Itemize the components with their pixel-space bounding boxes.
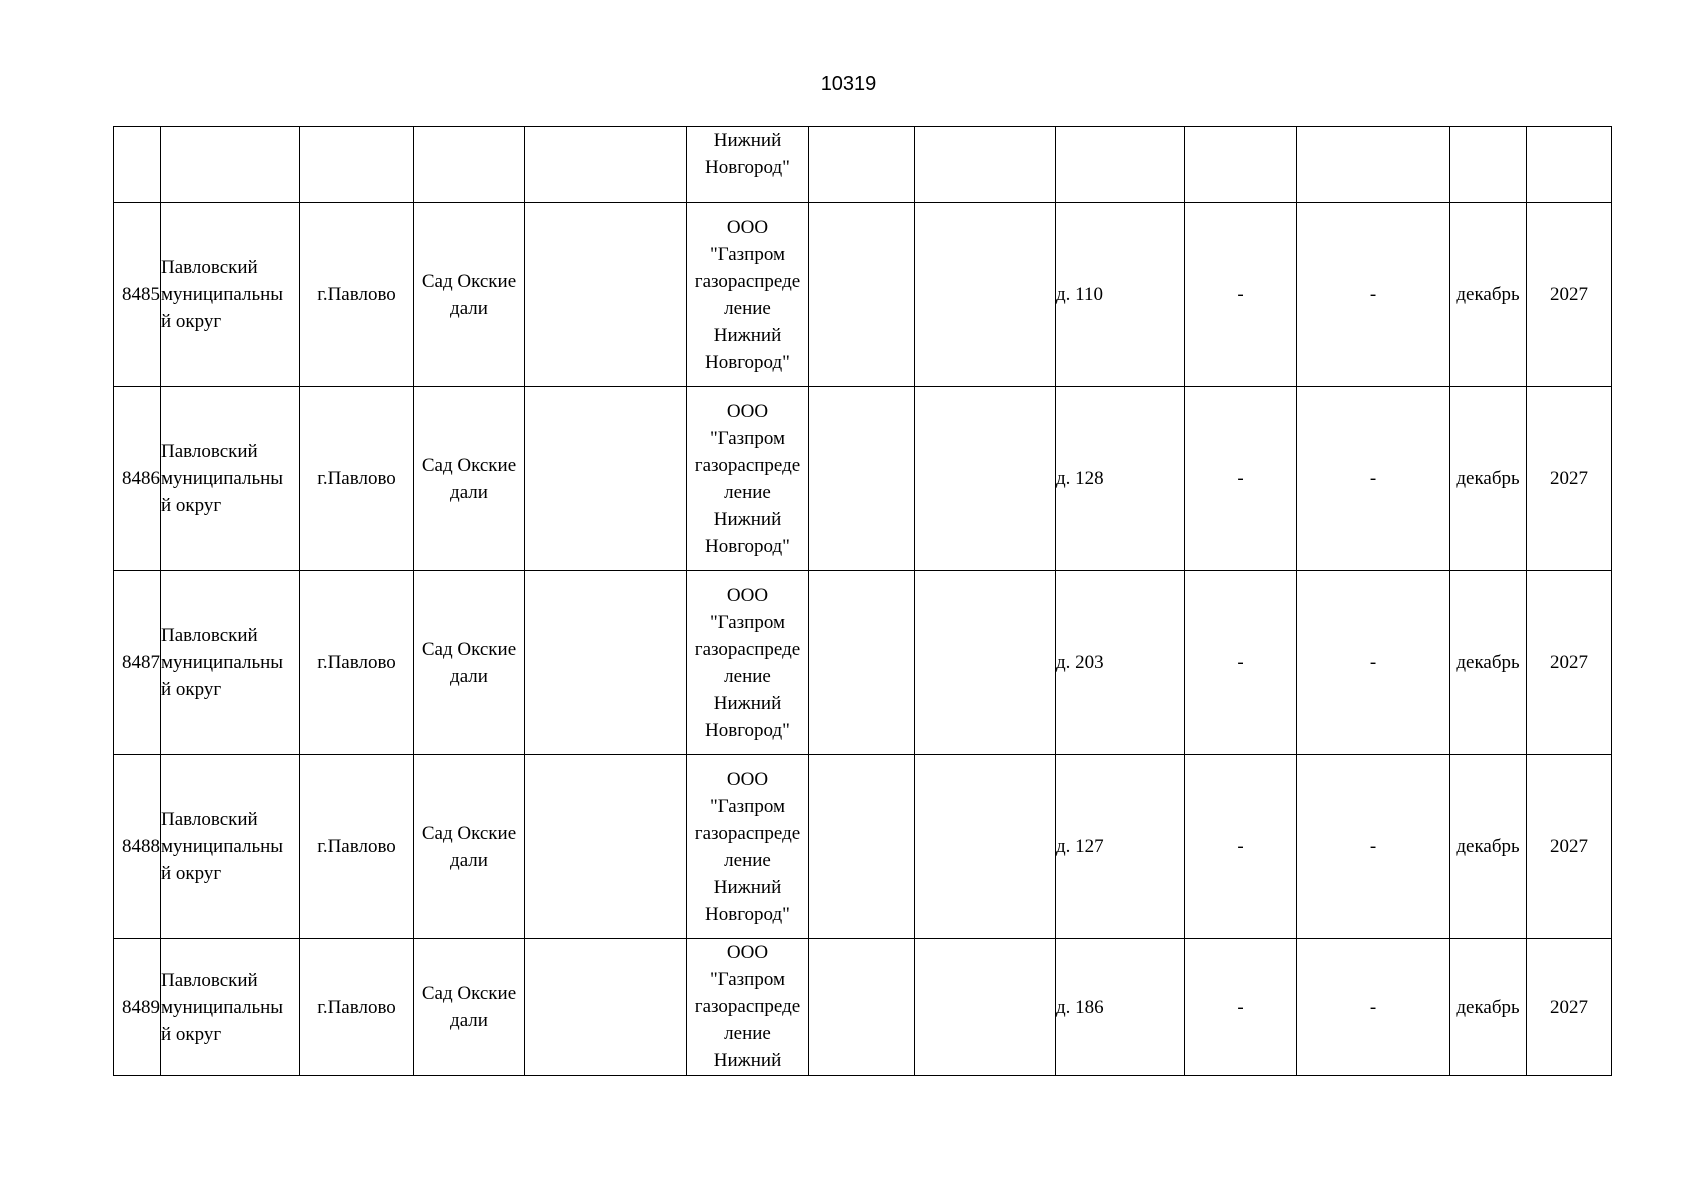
cell-col9: -	[1185, 939, 1297, 1076]
org-line: Новгород"	[705, 157, 790, 178]
cell-house	[1056, 127, 1185, 203]
cell-col7	[809, 387, 915, 571]
cell-col8	[915, 939, 1056, 1076]
cell-col5	[525, 571, 687, 755]
cell-district	[161, 203, 300, 387]
cell-district	[161, 571, 300, 755]
org-line: газораспреде	[694, 996, 801, 1017]
district-line: Павловский	[161, 257, 258, 278]
cell-settlement	[414, 127, 525, 203]
cell-house: д. 110	[1056, 203, 1185, 387]
cell-district	[161, 387, 300, 571]
org-line: газораспреде	[694, 454, 801, 476]
cell-city: г.Павлово	[300, 939, 414, 1076]
district-line: Павловский	[161, 625, 258, 646]
cell-city: г.Павлово	[300, 571, 414, 755]
org-line: ление	[724, 481, 771, 503]
cell-house: д. 127	[1056, 755, 1185, 939]
cell-col7	[809, 127, 915, 203]
district-line: й округ	[161, 863, 222, 884]
cell-col9: -	[1185, 571, 1297, 755]
cell-col7	[809, 939, 915, 1076]
org-line: Новгород"	[705, 351, 790, 373]
district-line: Павловский	[161, 969, 258, 991]
cell-col8	[915, 387, 1056, 571]
org-line: Новгород"	[705, 903, 790, 925]
settlement-line: дали	[450, 1010, 488, 1031]
cell-house: д. 186	[1056, 939, 1185, 1076]
cell-year: 2027	[1527, 939, 1612, 1076]
org-line: ООО	[726, 942, 769, 963]
district-line: й округ	[161, 679, 222, 700]
page-number: 10319	[820, 73, 877, 95]
cell-col5	[525, 127, 687, 203]
district-line: й округ	[161, 311, 222, 332]
settlement-line: Сад Окские	[421, 638, 517, 660]
table-row	[114, 755, 1612, 939]
cell-col8	[915, 571, 1056, 755]
cell-year: 2027	[1527, 755, 1612, 939]
cell-col5	[525, 755, 687, 939]
cell-col5	[525, 387, 687, 571]
cell-org	[687, 755, 809, 939]
settlement-line: дали	[450, 665, 488, 687]
cell-house: д. 203	[1056, 571, 1185, 755]
cell-col7	[809, 755, 915, 939]
cell-settlement	[414, 755, 525, 939]
settlement-line: Сад Окские	[421, 822, 517, 844]
cell-month: декабрь	[1450, 755, 1527, 939]
cell-col9: -	[1185, 203, 1297, 387]
org-line: ООО	[726, 216, 769, 238]
cell-settlement	[414, 203, 525, 387]
cell-col10	[1297, 127, 1450, 203]
cell-col10: -	[1297, 387, 1450, 571]
cell-num: 8489	[114, 939, 161, 1076]
cell-settlement	[414, 571, 525, 755]
settlement-line: Сад Окские	[421, 454, 517, 476]
district-line: муниципальны	[161, 836, 284, 857]
org-line: Новгород"	[705, 719, 790, 741]
cell-col5	[525, 203, 687, 387]
cell-col7	[809, 203, 915, 387]
cell-org	[687, 387, 809, 571]
cell-city	[300, 127, 414, 203]
cell-num: 8485	[114, 203, 161, 387]
org-line: ление	[724, 849, 771, 871]
org-line: ление	[724, 665, 771, 687]
cell-col9: -	[1185, 755, 1297, 939]
cell-col8	[915, 755, 1056, 939]
cell-col5	[525, 939, 687, 1076]
org-line: ООО	[726, 400, 769, 422]
cell-col8	[915, 127, 1056, 203]
cell-org	[687, 127, 809, 203]
cell-num	[114, 127, 161, 203]
gas-connection-table	[113, 126, 1612, 1076]
cell-num: 8487	[114, 571, 161, 755]
district-line: й округ	[161, 495, 222, 516]
org-line: Нижний	[713, 508, 782, 530]
cell-num: 8488	[114, 755, 161, 939]
org-line: "Газпром	[709, 243, 786, 265]
table-row	[114, 571, 1612, 755]
org-line: "Газпром	[709, 969, 786, 990]
org-line: "Газпром	[709, 611, 786, 633]
cell-month: декабрь	[1450, 387, 1527, 571]
table-row	[114, 203, 1612, 387]
org-line: Нижний	[713, 130, 782, 151]
table-row	[114, 387, 1612, 571]
org-line: Нижний	[713, 876, 782, 898]
org-line: Нижний	[713, 324, 782, 346]
org-line: ООО	[726, 768, 769, 790]
cell-month	[1450, 127, 1527, 203]
cell-col8	[915, 203, 1056, 387]
org-line: Новгород"	[705, 535, 790, 557]
cell-col7	[809, 571, 915, 755]
cell-col10: -	[1297, 203, 1450, 387]
org-line: ление	[724, 297, 771, 319]
cell-org	[687, 571, 809, 755]
settlement-line: дали	[450, 481, 488, 503]
cell-org	[687, 939, 809, 1076]
org-line: "Газпром	[709, 795, 786, 817]
cell-org	[687, 203, 809, 387]
org-line: "Газпром	[709, 427, 786, 449]
org-line: газораспреде	[694, 638, 801, 660]
cell-city: г.Павлово	[300, 387, 414, 571]
cell-num: 8486	[114, 387, 161, 571]
cell-col10: -	[1297, 755, 1450, 939]
cell-col9: -	[1185, 387, 1297, 571]
district-line: Павловский	[161, 441, 258, 462]
cell-district	[161, 755, 300, 939]
cell-col10: -	[1297, 939, 1450, 1076]
org-line: газораспреде	[694, 822, 801, 844]
settlement-line: дали	[450, 849, 488, 871]
cell-city: г.Павлово	[300, 203, 414, 387]
cell-district	[161, 939, 300, 1076]
cell-year: 2027	[1527, 203, 1612, 387]
cell-city: г.Павлово	[300, 755, 414, 939]
cell-month: декабрь	[1450, 203, 1527, 387]
cell-col9	[1185, 127, 1297, 203]
district-line: муниципальны	[161, 284, 284, 305]
settlement-line: Сад Окские	[421, 983, 517, 1004]
cell-settlement	[414, 939, 525, 1076]
district-line: муниципальны	[161, 652, 284, 673]
cell-settlement	[414, 387, 525, 571]
settlement-line: дали	[450, 297, 488, 319]
cell-year	[1527, 127, 1612, 203]
district-line: муниципальны	[161, 996, 284, 1018]
table-row	[114, 939, 1612, 1076]
org-line: Нижний	[713, 1050, 782, 1071]
cell-month: декабрь	[1450, 571, 1527, 755]
district-line: й округ	[161, 1023, 222, 1045]
cell-district	[161, 127, 300, 203]
settlement-line: Сад Окские	[421, 270, 517, 292]
org-line: ООО	[726, 584, 769, 606]
cell-month: декабрь	[1450, 939, 1527, 1076]
cell-year: 2027	[1527, 571, 1612, 755]
table-row-continuation	[114, 127, 1612, 203]
org-line: ление	[724, 1023, 771, 1044]
cell-year: 2027	[1527, 387, 1612, 571]
org-line: Нижний	[713, 692, 782, 714]
cell-col10: -	[1297, 571, 1450, 755]
district-line: Павловский	[161, 809, 258, 830]
cell-house: д. 128	[1056, 387, 1185, 571]
district-line: муниципальны	[161, 468, 284, 489]
org-line: газораспреде	[694, 270, 801, 292]
